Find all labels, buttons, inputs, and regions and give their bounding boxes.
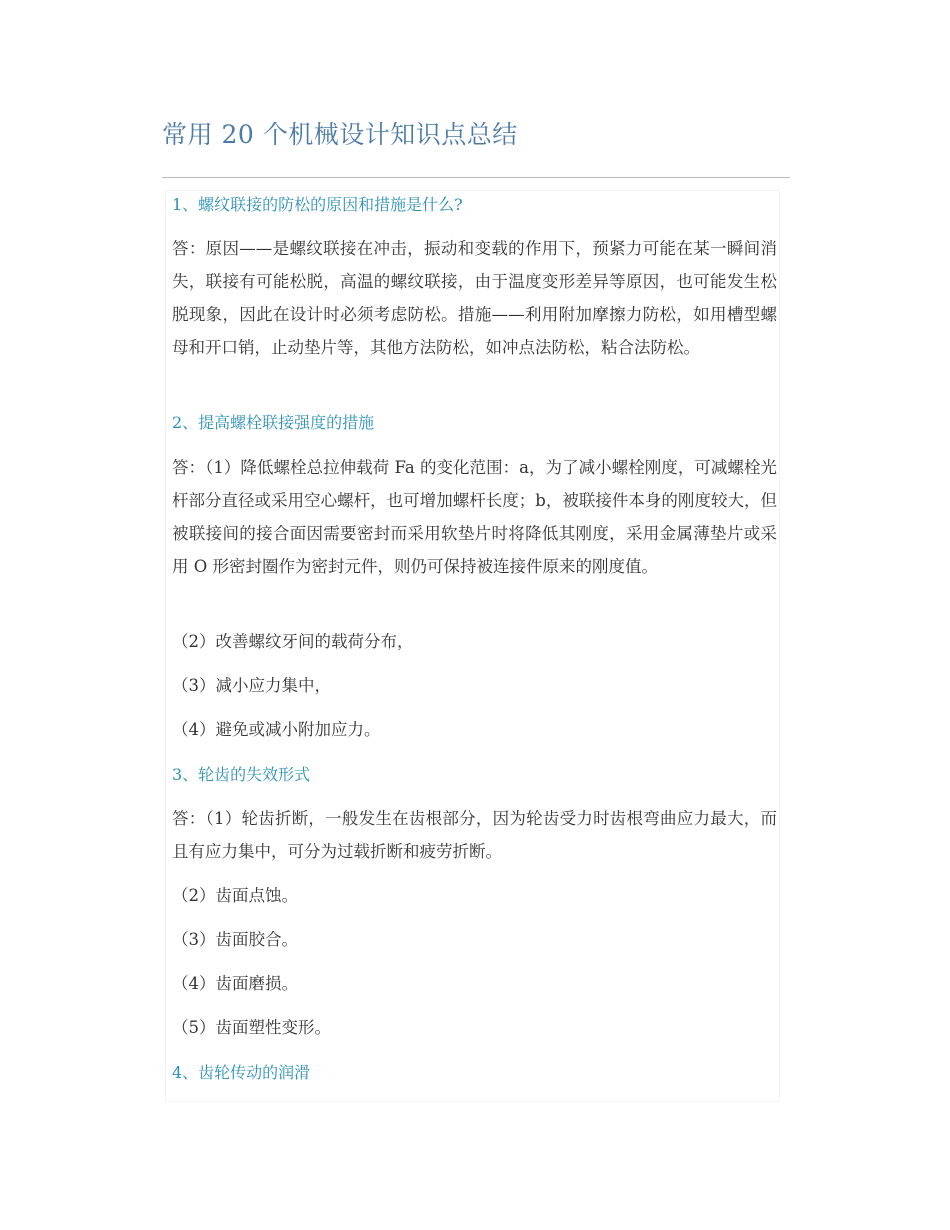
section-answer-2: 答：（1）降低螺栓总拉伸载荷 Fa 的变化范围：a，为了减小螺栓刚度，可减螺栓光杆部分直径或采用空心螺杆，也可增加螺杆长度；b，被联接件本身的刚度较大，但被联接间的接合面因需要密封而采用软垫片时将降低其刚度，采用金属薄垫片或采用 O 形密封圈作为密封元件，则仍可保持被连接件原来的刚度值。 (172, 458, 777, 576)
list-item: （4）齿面磨损。 (172, 974, 298, 993)
document-title: 常用 20 个机械设计知识点总结 (162, 120, 518, 149)
list-item: （2）齿面点蚀。 (172, 886, 298, 905)
list-item: （3）齿面胶合。 (172, 930, 298, 949)
title-divider (162, 177, 790, 178)
section-heading-3: 3、轮齿的失效形式 (172, 765, 311, 784)
list-item: （2）改善螺纹牙间的载荷分布， (172, 632, 414, 651)
section-answer-1: 答：原因——是螺纹联接在冲击，振动和变载的作用下，预紧力可能在某一瞬间消失，联接有可能松脱，高温的螺纹联接，由于温度变形差异等原因，也可能发生松脱现象，因此在设计时必须考虑防松。措施——利用附加摩擦力防松，如用槽型螺母和开口销，止动垫片等，其他方法防松，如冲点法防松，粘合法防松。 (172, 239, 777, 357)
section-heading-4: 4、齿轮传动的润滑 (172, 1063, 311, 1082)
section-answer-3: 答：（1）轮齿折断，一般发生在齿根部分，因为轮齿受力时齿根弯曲应力最大，而且有应力集中，可分为过载折断和疲劳折断。 (172, 809, 777, 861)
list-item: （3）减小应力集中， (172, 676, 331, 695)
section-heading-2: 2、提高螺栓联接强度的措施 (172, 413, 375, 432)
section-heading-1: 1、螺纹联接的防松的原因和措施是什么? (172, 195, 463, 214)
list-item: （5）齿面塑性变形。 (172, 1018, 331, 1037)
list-item: （4）避免或减小附加应力。 (172, 720, 381, 739)
